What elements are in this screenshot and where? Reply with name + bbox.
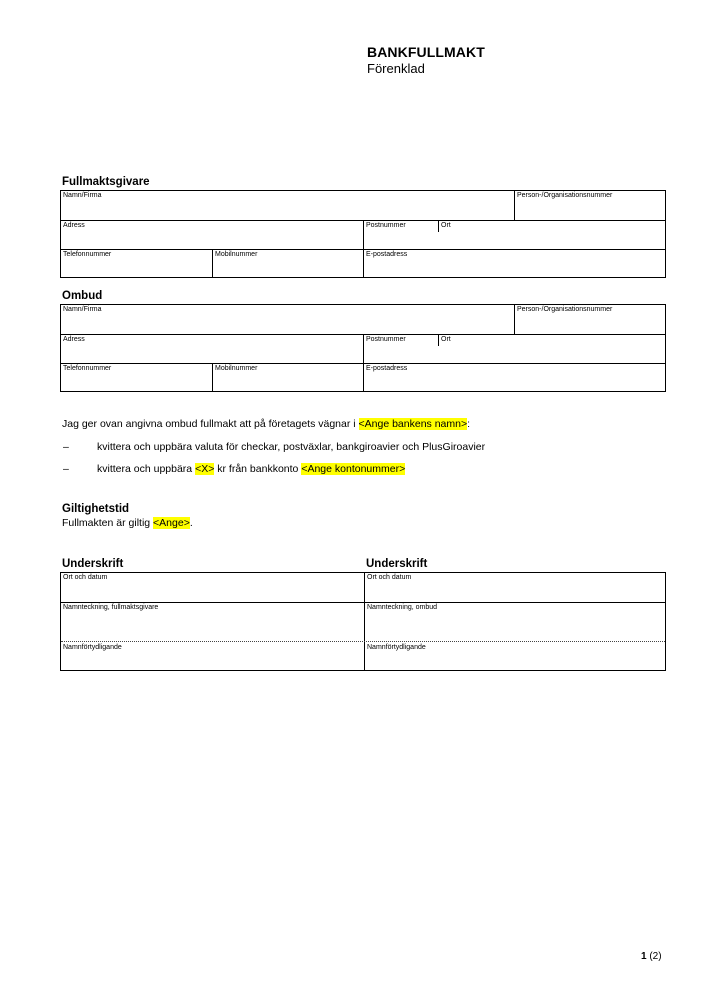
field-label: Postnummer — [366, 222, 406, 229]
fullmaktsgivare-email-field[interactable] — [364, 250, 665, 277]
ombud-postcode-field[interactable] — [364, 335, 438, 363]
authorization-item-2: kvittera och uppbära <X> kr från bankkonto <Ange kontonummer> — [97, 463, 406, 475]
validity-placeholder[interactable]: <Ange> — [153, 517, 190, 529]
field-label: E-postadress — [366, 251, 408, 258]
field-label: Mobilnummer — [215, 365, 258, 372]
field-label: Namnförtydligande — [63, 644, 122, 651]
field-label: Namn/Firma — [63, 306, 102, 313]
field-label: Adress — [63, 222, 85, 229]
validity-heading: Giltighetstid — [62, 503, 130, 515]
right-clarification-field[interactable] — [365, 643, 665, 670]
ombud-id-field[interactable] — [515, 305, 665, 334]
ombud-phone-field[interactable] — [61, 364, 212, 391]
left-place-date-field[interactable] — [61, 573, 364, 602]
field-label: Namnteckning, fullmaktsgivare — [63, 604, 159, 611]
account-placeholder[interactable]: <Ange kontonummer> — [301, 463, 406, 475]
signature-form — [60, 572, 666, 671]
fullmaktsgivare-address-field[interactable] — [61, 221, 363, 249]
page-number: 1 (2) — [641, 951, 662, 962]
fullmaktsgivare-city-field[interactable] — [439, 221, 665, 249]
field-label: Ort — [441, 222, 451, 229]
document-subtitle: Förenklad — [367, 61, 425, 76]
fullmaktsgivare-form — [60, 190, 666, 278]
fullmaktsgivare-name-field[interactable] — [61, 191, 514, 220]
signature-right-heading: Underskrift — [366, 558, 428, 570]
ombud-city-field[interactable] — [439, 335, 665, 363]
ombud-name-field[interactable] — [61, 305, 514, 334]
bank-name-placeholder[interactable]: <Ange bankens namn> — [358, 418, 468, 430]
bullet-dash: – — [63, 463, 69, 475]
field-label: Namn/Firma — [63, 192, 102, 199]
left-clarification-field[interactable] — [61, 643, 364, 670]
right-signature-field[interactable] — [365, 603, 665, 641]
ombud-address-field[interactable] — [61, 335, 363, 363]
signature-left-heading: Underskrift — [62, 558, 124, 570]
fullmaktsgivare-heading: Fullmaktsgivare — [62, 176, 150, 188]
field-label: Namnteckning, ombud — [367, 604, 438, 611]
document-title: BANKFULLMAKT — [367, 44, 485, 60]
fullmaktsgivare-postcode-field[interactable] — [364, 221, 438, 249]
ombud-form — [60, 304, 666, 392]
field-label: Mobilnummer — [215, 251, 258, 258]
field-label: Namnförtydligande — [367, 644, 426, 651]
amount-placeholder[interactable]: <X> — [195, 463, 215, 475]
fullmaktsgivare-phone-field[interactable] — [61, 250, 212, 277]
ombud-mobile-field[interactable] — [213, 364, 363, 391]
right-place-date-field[interactable] — [365, 573, 665, 602]
field-label: Ort — [441, 336, 451, 343]
authorization-intro: Jag ger ovan angivna ombud fullmakt att på företagets vägnar i <Ange bankens namn>: — [62, 418, 471, 430]
field-label: Ort och datum — [367, 574, 412, 581]
ombud-email-field[interactable] — [364, 364, 665, 391]
field-label: E-postadress — [366, 365, 408, 372]
fullmaktsgivare-id-field[interactable] — [515, 191, 665, 220]
authorization-item-1: kvittera och uppbära valuta för checkar, postväxlar, bankgiroavier och PlusGiroavier — [97, 441, 486, 453]
field-label: Telefonnummer — [63, 365, 112, 372]
left-signature-field[interactable] — [61, 603, 364, 641]
field-label: Person-/Organisationsnummer — [517, 192, 613, 199]
validity-text: Fullmakten är giltig <Ange>. — [62, 517, 193, 529]
field-label: Postnummer — [366, 336, 406, 343]
field-label: Person-/Organisationsnummer — [517, 306, 613, 313]
fullmaktsgivare-mobile-field[interactable] — [213, 250, 363, 277]
bullet-dash: – — [63, 441, 69, 453]
ombud-heading: Ombud — [62, 290, 103, 302]
field-label: Ort och datum — [63, 574, 108, 581]
field-label: Telefonnummer — [63, 251, 112, 258]
field-label: Adress — [63, 336, 85, 343]
